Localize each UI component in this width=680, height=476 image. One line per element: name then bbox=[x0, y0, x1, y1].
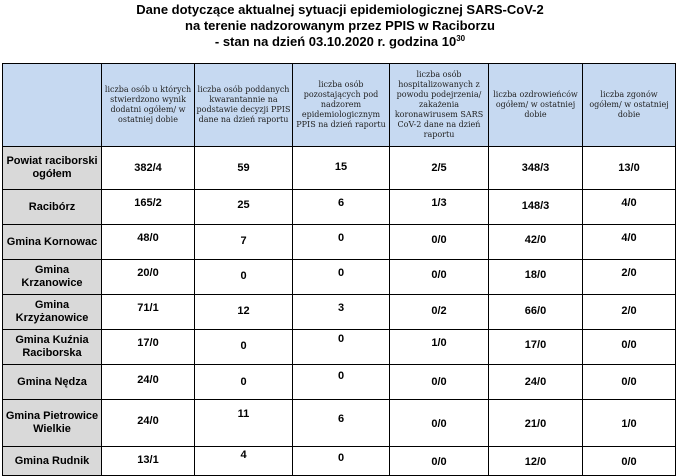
value-cell bbox=[102, 365, 195, 400]
value-quarantine: 0 bbox=[240, 340, 247, 352]
value-cell bbox=[102, 400, 195, 447]
row-name: Gmina Rudnik bbox=[3, 447, 102, 476]
value-positive: 165/2 bbox=[134, 197, 162, 209]
value-cell bbox=[293, 365, 390, 400]
value-cell bbox=[390, 295, 489, 330]
value-cell bbox=[195, 147, 293, 190]
row-name: Gmina Pietrowice Wielkie bbox=[3, 400, 102, 447]
value-cell bbox=[195, 225, 293, 260]
value-cell bbox=[195, 400, 293, 447]
value-cell bbox=[293, 147, 390, 190]
value-recovered: 18/0 bbox=[524, 269, 547, 281]
value-hospitalized: 1/0 bbox=[431, 337, 447, 349]
statistics-table bbox=[2, 63, 676, 476]
value-supervision: 6 bbox=[337, 197, 345, 209]
value-cell bbox=[390, 365, 489, 400]
row-name: Gmina Kuźnia Raciborska bbox=[3, 330, 102, 365]
value-cell bbox=[102, 447, 195, 476]
value-deaths: 1/0 bbox=[621, 418, 637, 430]
value-recovered: 148/3 bbox=[521, 200, 550, 212]
value-recovered: 42/0 bbox=[524, 234, 547, 246]
value-quarantine: 11 bbox=[237, 408, 250, 420]
value-positive: 71/1 bbox=[137, 302, 159, 314]
value-cell bbox=[489, 330, 583, 365]
value-cell bbox=[489, 190, 583, 225]
value-cell bbox=[390, 260, 489, 295]
value-cell bbox=[583, 295, 676, 330]
table-row bbox=[3, 190, 676, 225]
value-recovered: 24/0 bbox=[524, 376, 547, 388]
value-positive: 24/0 bbox=[137, 374, 159, 386]
value-positive: 24/0 bbox=[137, 415, 159, 427]
value-hospitalized: 1/3 bbox=[431, 197, 447, 209]
column-header-supervision: liczba osób pozostających pod nadzorem epidemiologicznym PPIS na dzień raportu bbox=[293, 64, 390, 147]
value-cell bbox=[390, 330, 489, 365]
value-cell bbox=[390, 400, 489, 447]
value-cell bbox=[583, 147, 676, 190]
value-cell bbox=[583, 225, 676, 260]
value-cell bbox=[489, 365, 583, 400]
value-hospitalized: 0/0 bbox=[431, 376, 447, 388]
value-cell bbox=[293, 225, 390, 260]
value-quarantine: 7 bbox=[240, 235, 247, 247]
value-cell bbox=[489, 260, 583, 295]
value-quarantine: 0 bbox=[240, 376, 247, 388]
value-hospitalized: 0/0 bbox=[431, 269, 447, 281]
table-row bbox=[3, 365, 676, 400]
value-quarantine: 59 bbox=[237, 162, 250, 174]
column-header-deaths: liczba zgonów ogółem/ w ostatniej dobie bbox=[583, 64, 676, 147]
header-corner-cell bbox=[3, 64, 102, 147]
value-supervision: 0 bbox=[337, 267, 345, 279]
value-recovered: 17/0 bbox=[524, 339, 547, 351]
column-header-quarantine: liczba osób poddanych kwarantannie na podstawie decyzji PPIS dane na dzień raportu bbox=[195, 64, 293, 147]
table-row bbox=[3, 260, 676, 295]
value-cell bbox=[390, 447, 489, 476]
row-name: Gmina Krzanowice bbox=[3, 260, 102, 295]
value-hospitalized: 0/2 bbox=[431, 305, 447, 317]
value-hospitalized: 0/0 bbox=[431, 456, 447, 468]
table-row bbox=[3, 447, 676, 476]
value-cell bbox=[293, 400, 390, 447]
value-cell bbox=[583, 190, 676, 225]
title-line-1: Dane dotyczące aktualnej sytuacji epidemiologicznej SARS-CoV-2 bbox=[136, 2, 544, 17]
value-cell bbox=[583, 330, 676, 365]
value-cell bbox=[195, 295, 293, 330]
value-cell bbox=[293, 330, 390, 365]
value-cell bbox=[583, 365, 676, 400]
value-cell bbox=[489, 447, 583, 476]
value-cell bbox=[195, 365, 293, 400]
column-header-hospitalized: liczba osób hospitalizowanych z powodu podejrzenia/ zakażenia koronawirusem SARS CoV-2 dane na dzień raportu bbox=[390, 64, 489, 147]
value-supervision: 0 bbox=[337, 232, 345, 244]
value-cell bbox=[489, 147, 583, 190]
value-cell bbox=[583, 400, 676, 447]
value-deaths: 0/0 bbox=[621, 376, 637, 388]
value-positive: 48/0 bbox=[137, 232, 159, 244]
value-hospitalized: 0/0 bbox=[431, 234, 447, 246]
value-cell bbox=[293, 447, 390, 476]
table-row bbox=[3, 225, 676, 260]
value-supervision: 6 bbox=[337, 413, 345, 425]
value-deaths: 4/0 bbox=[621, 232, 637, 244]
title-time-superscript: 30 bbox=[456, 34, 466, 43]
value-cell bbox=[102, 225, 195, 260]
value-quarantine: 25 bbox=[237, 199, 250, 211]
header-row bbox=[3, 64, 676, 147]
row-name: Gmina Krzyżanowice bbox=[3, 295, 102, 330]
value-supervision: 0 bbox=[337, 333, 345, 345]
row-name: Racibórz bbox=[3, 190, 102, 225]
value-positive: 17/0 bbox=[137, 337, 159, 349]
value-supervision: 3 bbox=[337, 302, 345, 314]
value-hospitalized: 2/5 bbox=[431, 162, 447, 174]
value-positive: 382/4 bbox=[134, 162, 162, 174]
value-deaths: 2/0 bbox=[621, 305, 637, 317]
value-cell bbox=[293, 260, 390, 295]
value-cell bbox=[102, 190, 195, 225]
title-line-2: na terenie nadzorowanym przez PPIS w Raciborzu bbox=[185, 18, 495, 33]
value-cell bbox=[195, 447, 293, 476]
value-cell bbox=[195, 330, 293, 365]
value-cell bbox=[102, 330, 195, 365]
value-cell bbox=[583, 447, 676, 476]
value-deaths: 13/0 bbox=[618, 162, 640, 174]
value-recovered: 348/3 bbox=[521, 162, 550, 174]
value-cell bbox=[195, 190, 293, 225]
value-positive: 13/1 bbox=[137, 454, 159, 466]
value-recovered: 12/0 bbox=[524, 456, 547, 468]
value-cell bbox=[489, 295, 583, 330]
value-quarantine: 4 bbox=[240, 449, 247, 461]
value-deaths: 0/0 bbox=[621, 339, 637, 351]
value-quarantine: 12 bbox=[237, 305, 250, 317]
value-cell bbox=[390, 190, 489, 225]
value-quarantine: 0 bbox=[240, 270, 247, 282]
value-cell bbox=[293, 190, 390, 225]
value-cell bbox=[102, 147, 195, 190]
value-cell bbox=[293, 295, 390, 330]
report-title bbox=[0, 2, 680, 50]
title-line-3 bbox=[0, 34, 680, 50]
table-row bbox=[3, 330, 676, 365]
value-recovered: 21/0 bbox=[524, 418, 547, 430]
row-name: Gmina Nędza bbox=[3, 365, 102, 400]
row-name: Gmina Kornowac bbox=[3, 225, 102, 260]
value-deaths: 4/0 bbox=[621, 197, 637, 209]
value-cell bbox=[195, 260, 293, 295]
value-cell bbox=[102, 260, 195, 295]
value-deaths: 2/0 bbox=[621, 267, 637, 279]
table-row bbox=[3, 400, 676, 447]
value-supervision: 0 bbox=[337, 370, 345, 382]
value-cell bbox=[390, 147, 489, 190]
value-supervision: 0 bbox=[337, 452, 345, 464]
title-line-3-text: - stan na dzień 03.10.2020 r. godzina 10 bbox=[214, 34, 457, 49]
column-header-positive-cases: liczba osób u których stwierdzono wynik dodatni ogółem/ w ostatniej dobie bbox=[102, 64, 195, 147]
value-hospitalized: 0/0 bbox=[431, 418, 447, 430]
value-positive: 20/0 bbox=[137, 267, 159, 279]
value-cell bbox=[583, 260, 676, 295]
table-row bbox=[3, 295, 676, 330]
value-cell bbox=[102, 295, 195, 330]
table-row bbox=[3, 147, 676, 190]
value-cell bbox=[390, 225, 489, 260]
value-cell bbox=[489, 225, 583, 260]
row-name: Powiat raciborski ogółem bbox=[3, 147, 102, 190]
value-recovered: 66/0 bbox=[524, 305, 547, 317]
value-deaths: 0/0 bbox=[621, 456, 637, 468]
value-supervision: 15 bbox=[334, 161, 348, 173]
column-header-recovered: liczba ozdrowieńców ogółem/ w ostatniej dobie bbox=[489, 64, 583, 147]
value-cell bbox=[489, 400, 583, 447]
